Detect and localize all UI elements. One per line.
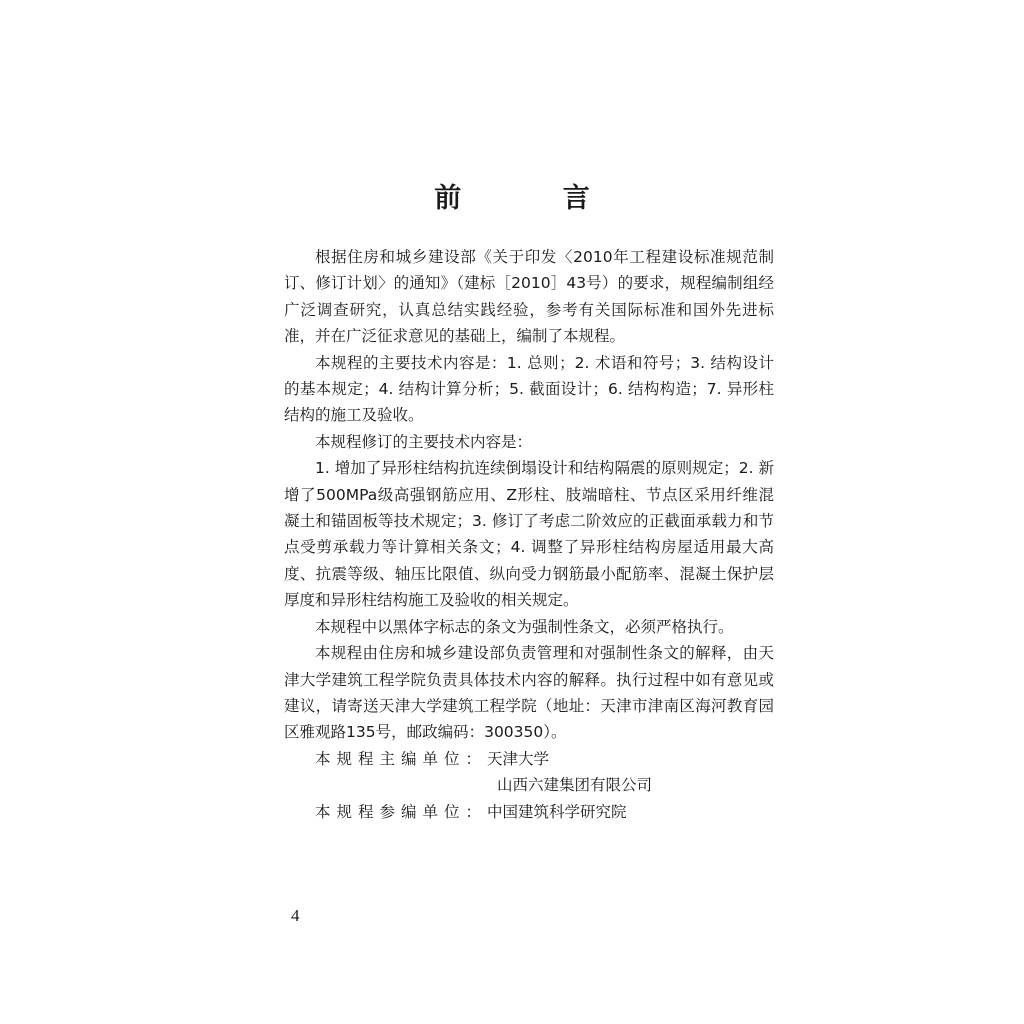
participating-units-label: 本规程参编单位： — [315, 802, 488, 821]
chief-unit-2: 山西六建集团有限公司 — [497, 776, 653, 795]
paragraph-revision-intro: 本规程修订的主要技术内容是： — [315, 432, 533, 451]
page-number: 4 — [291, 906, 300, 925]
paragraph-basis: 根据住房和城乡建设部《关于印发〈2010年工程建设标准规范制订、修订计划〉的通知》（建标［2010］43号）的要求，规程编制组经广泛调查研究，认真总结实践经验，参考有关国际标准和国外先进标准，并在广泛征求意见的基础上，编制了本规程。 — [284, 248, 774, 346]
paragraph-management: 本规程由住房和城乡建设部负责管理和对强制性条文的解释，由天津大学建筑工程学院负责具体技术内容的解释。执行过程中如有意见或建议，请寄送天津大学建筑工程学院（地址：天津市津南区海河教育园区雅观路135号，邮政编码：300350）。 — [284, 644, 774, 742]
chief-units-label: 本规程主编单位： — [315, 749, 488, 768]
chief-units-row — [284, 746, 774, 772]
chief-unit-1: 天津大学 — [487, 749, 550, 768]
preface-body — [284, 244, 774, 825]
page-title: 前 言 — [434, 183, 636, 214]
paragraph-mandatory-clauses: 本规程中以黑体字标志的条文为强制性条文，必须严格执行。 — [315, 617, 734, 636]
paragraph-main-content: 本规程的主要技术内容是：1. 总则；2. 术语和符号；3. 结构设计的基本规定；4. 结构计算分析；5. 截面设计；6. 结构构造；7. 异形柱结构的施工及验收。 — [284, 353, 774, 425]
paragraph-revision-items: 1. 增加了异形柱结构抗连续倒塌设计和结构隔震的原则规定；2. 新增了500MPa级高强钢筋应用、Z形柱、肢端暗柱、节点区采用纤维混凝土和锚固板等技术规定；3. 修订了考虑二阶效应的正截面承载力和节点受剪承载力等计算相关条文；4. 调整了异形柱结构房屋适用最大高度、抗震等级、轴压比限值、纵向受力钢筋最小配筋率、混凝土保护层厚度和异形柱结构施工及验收的相关规定。 — [284, 459, 774, 610]
participating-units-row — [284, 799, 774, 825]
participating-unit-1: 中国建筑科学研究院 — [487, 802, 627, 821]
